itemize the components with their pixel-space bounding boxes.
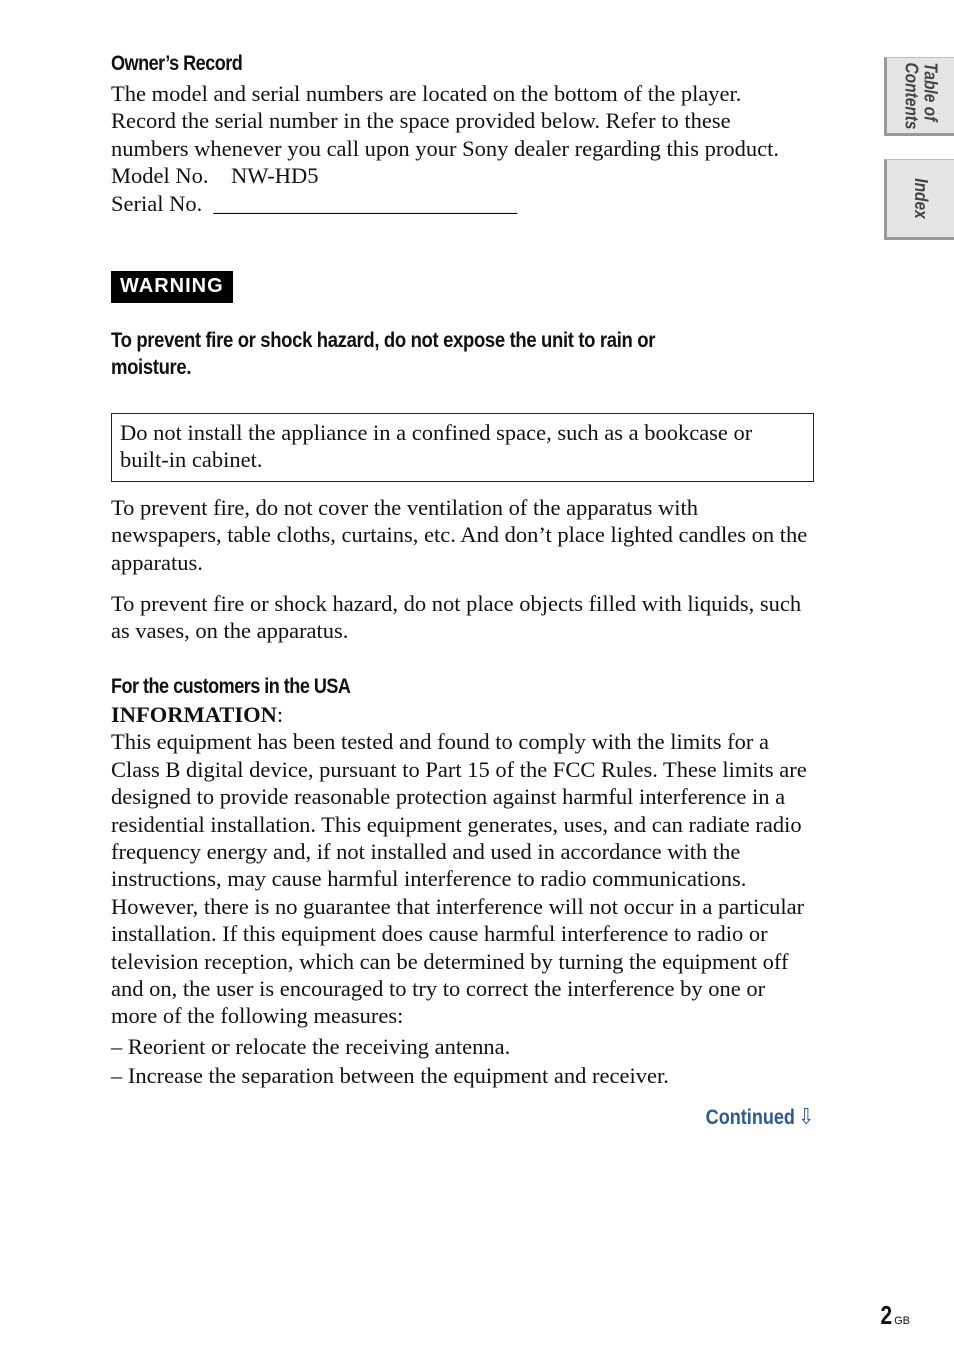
serial-number-field: Serial No. ___________________________ — [111, 190, 518, 216]
hazard-heading-line: moisture. — [111, 355, 192, 380]
measure-item: – Increase the separation between the equipment and receiver. — [111, 1062, 669, 1088]
information-colon: : — [276, 701, 284, 727]
page-number-value: 2 — [880, 1300, 892, 1330]
tab-table-of-contents[interactable] — [884, 57, 954, 136]
tab-index-label: Index — [911, 178, 931, 219]
owners-record-heading: Owner’s Record — [111, 52, 243, 75]
page-number — [879, 1300, 910, 1331]
installation-notice-box: Do not install the appliance in a confined space, such as a bookcase or built-in cabinet. — [111, 413, 814, 482]
tab-table-of-contents-label: Table of Contents — [901, 61, 941, 130]
continued-link[interactable] — [705, 1104, 814, 1130]
owners-record-line: numbers whenever you call upon your Sony dealer regarding this product. — [111, 135, 779, 161]
measure-item: – Reorient or relocate the receiving antenna. — [111, 1033, 511, 1059]
arrow-down-icon: ⇩ — [798, 1104, 814, 1129]
owners-record-line: Record the serial number in the space provided below. Refer to these — [111, 108, 731, 134]
usa-customers-heading: For the customers in the USA — [111, 674, 351, 698]
page-number-suffix: GB — [894, 1315, 910, 1327]
owners-record-line: The model and serial numbers are located on the bottom of the player. — [111, 81, 742, 106]
continued-label: Continued — [705, 1106, 795, 1129]
information-label-text: INFORMATION — [111, 701, 277, 727]
page-content — [111, 50, 814, 1129]
hazard-heading — [111, 327, 816, 381]
liquids-paragraph: To prevent fire or shock hazard, do not place objects filled with liquids, such as vases, on the apparatus. — [111, 591, 802, 644]
fcc-paragraph: This equipment has been tested and found to comply with the limits for a Class B digital device, pursuant to Part 15 of the FCC Rules. These limits are designed to provide reasonable protection against harmful interference in a residential installation. This equipment generates, uses, and can radiate radio frequency energy and, if not installed and used in accordance with the instructions, may cause harmful interference to radio communications. However, there is no guarantee that interference will not occur in a particular installation. If this equipment does cause harmful interference to radio or television reception, which can be determined by turning the equipment off and on, the user is encouraged to try to correct the interference by one or more of the following measures: — [111, 729, 807, 1029]
warning-badge: WARNING — [111, 271, 233, 303]
model-number: Model No. NW-HD5 — [111, 163, 319, 189]
information-label — [111, 701, 814, 728]
ventilation-paragraph: To prevent fire, do not cover the ventilation of the apparatus with newspapers, table cloths, curtains, etc. And don’t place lighted candles on the apparatus. — [111, 494, 808, 575]
hazard-heading-line: To prevent fire or shock hazard, do not expose the unit to rain or — [111, 328, 656, 353]
tab-index[interactable] — [884, 159, 954, 240]
